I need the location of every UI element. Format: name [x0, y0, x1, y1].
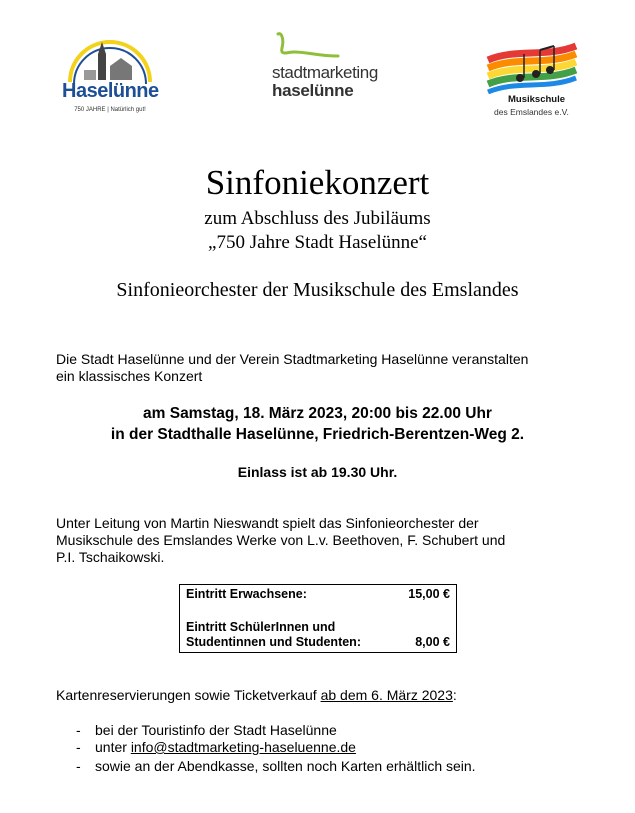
list-dash: -: [76, 722, 81, 738]
intro-line-2: ein klassisches Konzert: [56, 368, 203, 384]
page-title: Sinfoniekonzert: [205, 163, 430, 202]
haseluenne-logo: [62, 36, 158, 118]
haseluenne-logo-text: Haselünne: [62, 80, 159, 102]
musikschule-logo-line2: des Emslandes e.V.: [494, 107, 569, 117]
admission-time: Einlass ist ab 19.30 Uhr.: [237, 464, 398, 480]
program-line-2: Musikschule des Emslandes Werke von L.v. Beethoven, F. Schubert und: [56, 532, 506, 548]
reservation-intro-text: Kartenreservierungen sowie Ticketverkauf: [56, 687, 321, 703]
stadtmarketing-swoosh-icon: [268, 30, 380, 66]
list-item-text: [95, 739, 356, 756]
subtitle-jubilee: zum Abschluss des Jubiläums: [204, 208, 431, 229]
list-dash: -: [76, 758, 81, 774]
stadtmarketing-logo-line2: haselünne: [272, 81, 354, 100]
list-item-text: bei der Touristinfo der Stadt Haselünne: [95, 722, 337, 738]
student-price-label-line1: Eintritt SchülerInnen und: [186, 620, 336, 634]
reservation-start-date: ab dem 6. März 2023: [320, 687, 453, 703]
adult-price-value: 15,00 €: [408, 587, 450, 601]
stadtmarketing-logo: [268, 30, 380, 102]
reservation-intro: [56, 687, 457, 704]
email-link[interactable]: info@stadtmarketing-haseluenne.de: [130, 739, 356, 755]
email-prefix: unter: [95, 739, 131, 755]
student-price-value: 8,00 €: [415, 635, 450, 649]
event-date: am Samstag, 18. März 2023, 20:00 bis 22.00 Uhr: [143, 405, 492, 422]
event-venue: in der Stadthalle Haselünne, Friedrich-Berentzen-Weg 2.: [110, 426, 525, 443]
student-price-label-line2: Studentinnen und Studenten:: [186, 635, 361, 649]
subtitle-anniversary: „750 Jahre Stadt Haselünne“: [208, 232, 427, 253]
musikschule-logo: [486, 38, 578, 120]
music-notes-rainbow-icon: [486, 38, 578, 94]
list-item-text: sowie an der Abendkasse, sollten noch Karten erhältlich sein.: [95, 758, 476, 774]
program-line-1: Unter Leitung von Martin Nieswandt spielt das Sinfonieorchester der: [56, 515, 479, 531]
haseluenne-emblem-icon: [62, 36, 158, 118]
list-dash: -: [76, 739, 81, 755]
orchestra-heading: Sinfonieorchester der Musikschule des Emslandes: [116, 279, 519, 301]
stadtmarketing-logo-line1: stadtmarketing: [272, 63, 378, 82]
price-table: [179, 584, 457, 653]
reservation-colon: :: [452, 687, 457, 703]
adult-price-label: Eintritt Erwachsene:: [186, 587, 307, 601]
program-line-3: P.I. Tschaikowski.: [56, 549, 165, 565]
intro-line-1: Die Stadt Haselünne und der Verein Stadtmarketing Haselünne veranstalten: [56, 351, 529, 367]
musikschule-logo-line1: Musikschule: [508, 94, 566, 105]
haseluenne-logo-tagline: 750 JAHRE | Natürlich gut!: [74, 107, 146, 113]
